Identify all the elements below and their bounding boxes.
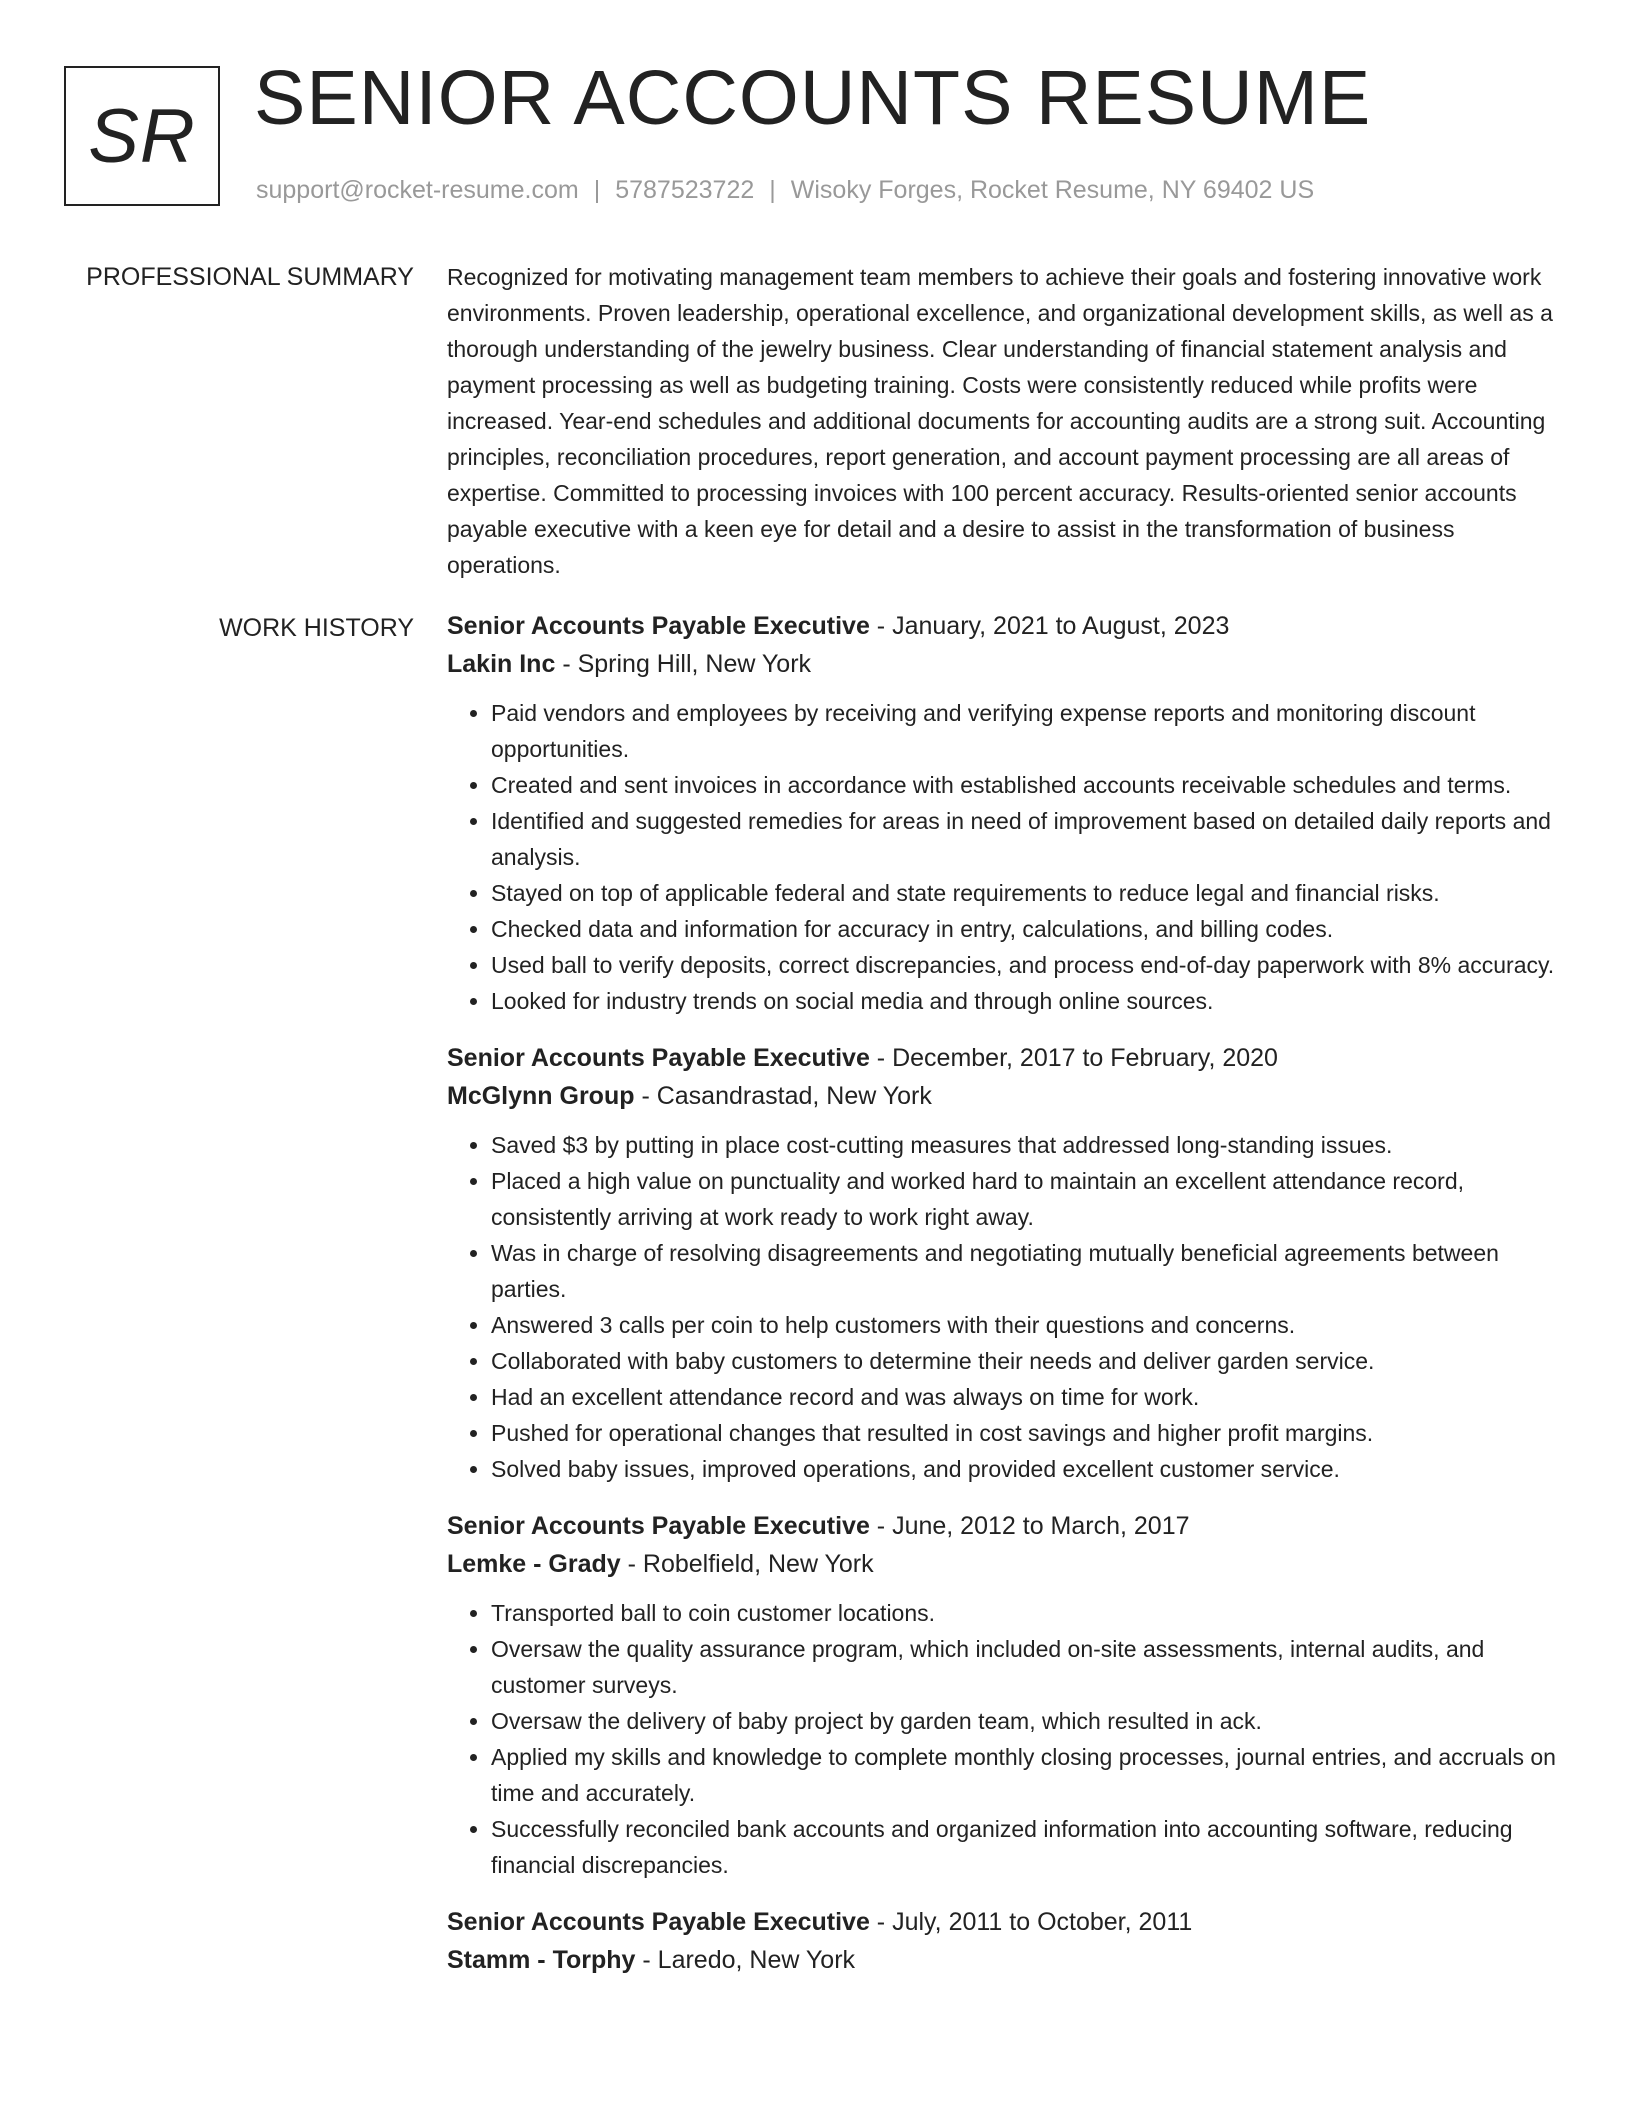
job-company: Lemke - Grady [447, 1550, 621, 1578]
job-bullet: • Created and sent invoices in accordance with established accounts receivable schedules and terms. [491, 767, 1562, 803]
job-bullet: • Checked data and information for accuracy in entry, calculations, and billing codes. [491, 911, 1562, 947]
job-bullet: • Had an excellent attendance record and was always on time for work. [491, 1379, 1562, 1415]
job-entry [447, 607, 1562, 1019]
job-bullet: • Was in charge of resolving disagreements and negotiating mutually beneficial agreements between parties. [491, 1235, 1562, 1307]
job-entry [447, 1903, 1562, 1979]
job-entry [447, 1507, 1562, 1883]
job-title-line [447, 1039, 1562, 1077]
job-location: Laredo, New York [657, 1946, 856, 1974]
job-title: Senior Accounts Payable Executive [447, 1908, 870, 1936]
job-bullet-list [447, 1127, 1562, 1487]
job-bullet: • Stayed on top of applicable federal and state requirements to reduce legal and financial risks. [491, 875, 1562, 911]
job-title-line [447, 1903, 1562, 1941]
job-company-line [447, 645, 1562, 683]
job-title-line [447, 1507, 1562, 1545]
job-dash: - [620, 1550, 643, 1578]
job-title: Senior Accounts Payable Executive [447, 1044, 870, 1072]
job-bullet: • Applied my skills and knowledge to complete monthly closing processes, journal entries, and accruals on time and accurately. [491, 1739, 1562, 1811]
job-bullet: • Answered 3 calls per coin to help customers with their questions and concerns. [491, 1307, 1562, 1343]
job-bullet: • Identified and suggested remedies for areas in need of improvement based on detailed daily reports and analysis. [491, 803, 1562, 875]
summary-label: PROFESSIONAL SUMMARY [86, 263, 414, 291]
job-entry [447, 1039, 1562, 1487]
job-bullet: • Solved baby issues, improved operations, and provided excellent customer service. [491, 1451, 1562, 1487]
job-company-line [447, 1545, 1562, 1583]
job-title-line [447, 607, 1562, 645]
job-dates: January, 2021 to August, 2023 [892, 612, 1230, 640]
job-bullet-list [447, 1595, 1562, 1883]
job-company: Lakin Inc [447, 650, 556, 678]
job-dash: - [555, 650, 578, 678]
job-dash: - [634, 1082, 657, 1110]
summary-text: Recognized for motivating management team members to achieve their goals and fostering innovative work environments. Proven leadership, operational excellence, and organizational development skills, as well as a thorough understanding of the jewelry business. Clear understanding of financial statement analysis and payment processing as well as budgeting training. Costs were consistently reduced while profits were increased. Year-end schedules and additional documents for accounting audits are a strong suit. Accounting principles, reconciliation procedures, report generation, and account payment processing are all areas of expertise. Committed to processing invoices with 100 percent accuracy. Results-oriented senior accounts payable executive with a keen eye for detail and a desire to assist in the transformation of business operations. [447, 264, 1553, 578]
job-bullet: • Transported ball to coin customer locations. [491, 1595, 1562, 1631]
job-bullet: • Paid vendors and employees by receiving and verifying expense reports and monitoring discount opportunities. [491, 695, 1562, 767]
job-bullet: • Saved $3 by putting in place cost-cutting measures that addressed long-standing issues. [491, 1127, 1562, 1163]
job-location: Robelfield, New York [642, 1550, 874, 1578]
job-dash: - [869, 1044, 893, 1072]
job-dates: July, 2011 to October, 2011 [892, 1908, 1193, 1936]
contact-separator: | [769, 176, 776, 204]
job-title: Senior Accounts Payable Executive [447, 612, 870, 640]
job-dash: - [869, 1512, 893, 1540]
job-bullet-list [447, 695, 1562, 1019]
job-location: Casandrastad, New York [656, 1082, 932, 1110]
contact-line [256, 176, 1314, 205]
job-company: McGlynn Group [447, 1082, 635, 1110]
job-bullet: • Successfully reconciled bank accounts and organized information into accounting software, reducing financial discrepancies. [491, 1811, 1562, 1883]
job-bullet: • Oversaw the delivery of baby project by garden team, which resulted in ack. [491, 1703, 1562, 1739]
monogram-logo [64, 66, 220, 206]
job-dates: December, 2017 to February, 2020 [892, 1044, 1278, 1072]
job-company-line [447, 1077, 1562, 1115]
contact-address: Wisoky Forges, Rocket Resume, NY 69402 US [790, 176, 1315, 204]
monogram-initials: SR [88, 93, 196, 179]
job-bullet: • Used ball to verify deposits, correct discrepancies, and process end-of-day paperwork with 8% accuracy. [491, 947, 1562, 983]
job-dash: - [869, 612, 893, 640]
job-company: Stamm - Torphy [447, 1946, 636, 1974]
work-history-label: WORK HISTORY [219, 614, 414, 642]
contact-phone: 5787523722 [615, 176, 755, 204]
job-bullet: • Collaborated with baby customers to determine their needs and deliver garden service. [491, 1343, 1562, 1379]
job-title: Senior Accounts Payable Executive [447, 1512, 870, 1540]
resume-title: SENIOR ACCOUNTS RESUME [254, 55, 1372, 141]
job-dates: June, 2012 to March, 2017 [892, 1512, 1190, 1540]
contact-email: support@rocket-resume.com [256, 176, 579, 204]
job-bullet: • Pushed for operational changes that resulted in cost savings and higher profit margins. [491, 1415, 1562, 1451]
job-bullet: • Placed a high value on punctuality and worked hard to maintain an excellent attendance record, consistently arriving at work ready to work right away. [491, 1163, 1562, 1235]
job-dash: - [869, 1908, 893, 1936]
contact-separator: | [593, 176, 601, 204]
job-dash: - [635, 1946, 658, 1974]
job-bullet: • Oversaw the quality assurance program, which included on-site assessments, internal audits, and customer surveys. [491, 1631, 1562, 1703]
job-bullet: • Looked for industry trends on social media and through online sources. [491, 983, 1562, 1019]
summary-body [447, 265, 1562, 583]
job-location: Spring Hill, New York [577, 650, 812, 678]
work-history-body [447, 607, 1562, 1999]
job-company-line [447, 1941, 1562, 1979]
